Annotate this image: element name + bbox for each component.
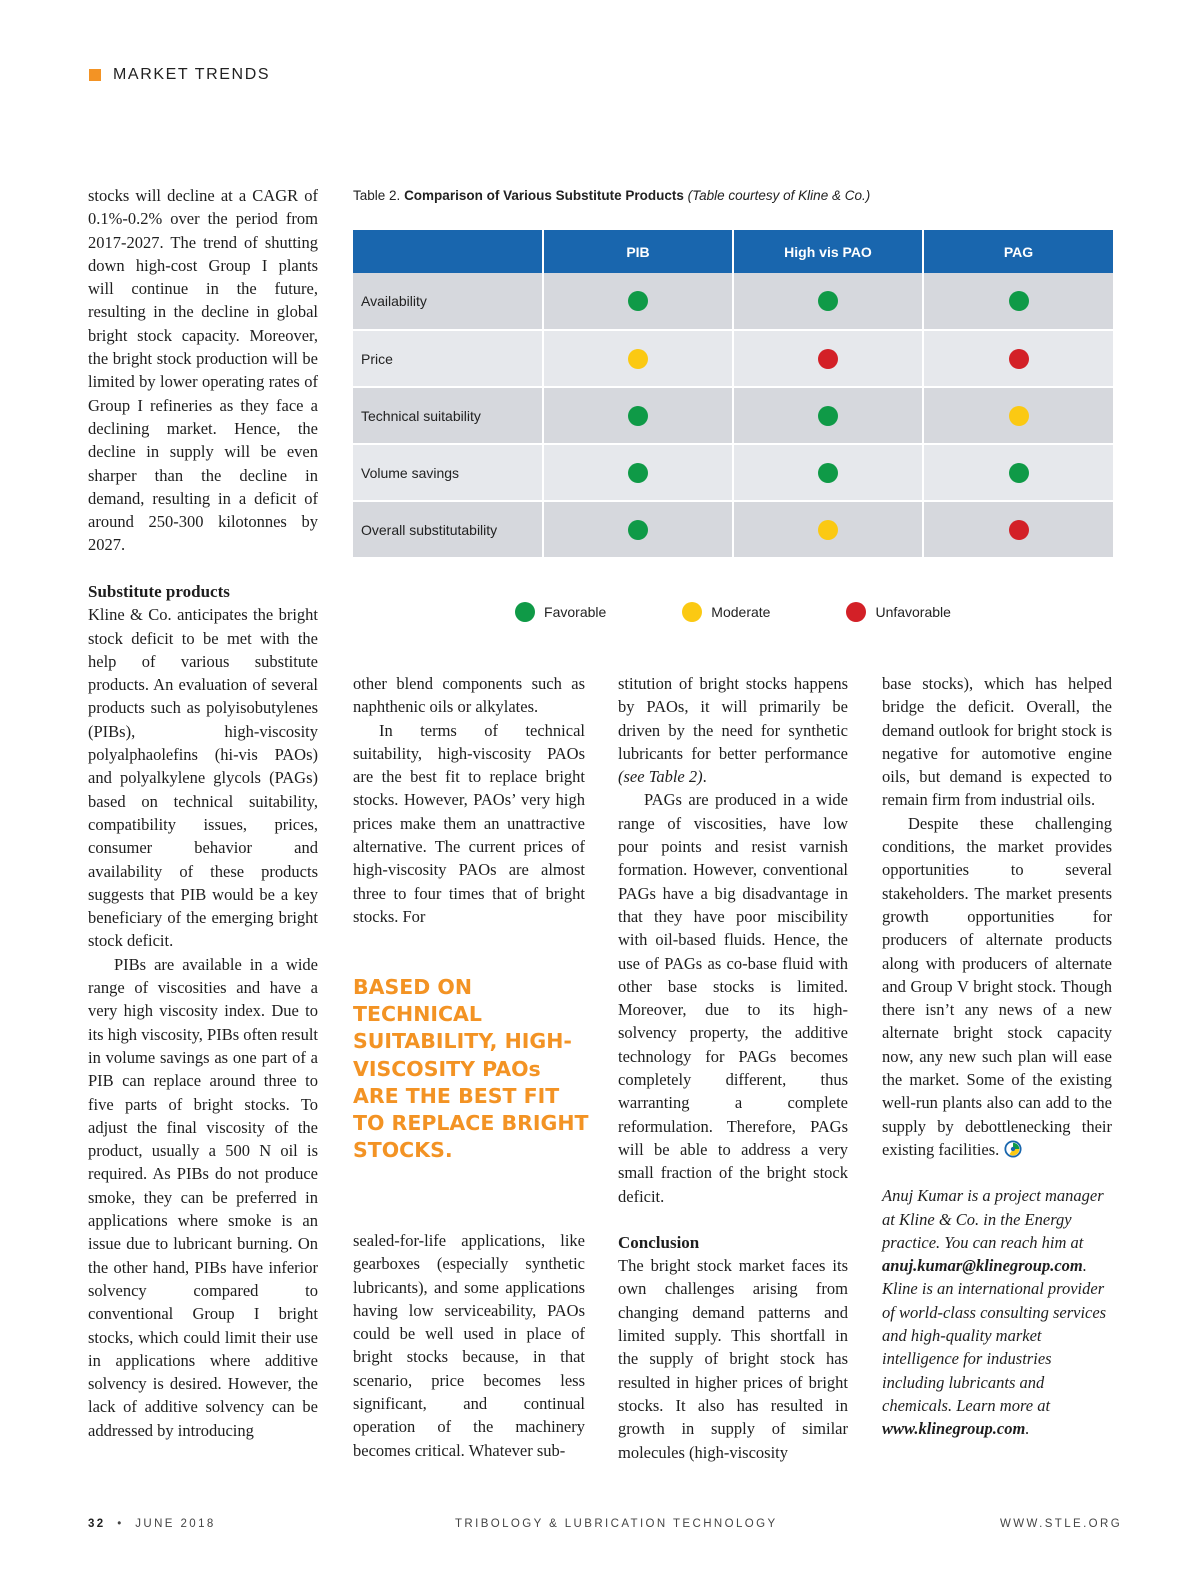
rating-cell-pag <box>923 330 1113 387</box>
pull-quote: BASED ON TECHNICAL SUITABILITY, HIGH-VISCOSITY PAOs ARE THE BEST FIT TO REPLACE BRIGHT STOCKS. <box>353 975 589 1163</box>
table-row <box>353 273 1113 330</box>
rating-cell-pib <box>543 501 733 558</box>
paragraph: Kline & Co. anticipates the bright stock deficit to be met with the help of various substitute products. An evaluation of several products such as polyisobutylenes (PIBs), high-viscosity polyalphaolefins (hi-vis PAOs) and polyalkylene glycols (PAGs) based on technical suitability, compatibility issues, prices, consumer behavior and availability of these products suggests that PIB would be a key beneficiary of the emerging bright stock deficit. <box>88 605 318 951</box>
moderate-dot-icon <box>1009 406 1029 426</box>
table-caption-title: Comparison of Various Substitute Products <box>404 188 684 203</box>
rating-cell-pib <box>543 273 733 330</box>
favorable-dot-icon <box>1009 463 1029 483</box>
favorable-dot-icon <box>1009 291 1029 311</box>
paragraph: The bright stock market faces its own challenges arising from changing demand patterns and limited supply. This shortfall in the supply of bright stock has resulted in higher prices of bright stocks. It also has resulted in growth in supply of similar molecules (high-viscosity <box>618 1256 848 1462</box>
section-heading-substitute-products: Substitute products <box>88 582 230 601</box>
unfavorable-dot-icon <box>818 349 838 369</box>
table-row <box>353 387 1113 444</box>
rating-cell-high-vis-pao <box>733 444 923 501</box>
paragraph: sealed-for-life applications, like gearboxes (especially synthetic lubricants), and some applications having low serviceability, PAOs could be well used in place of bright stocks because, in that scenario, price becomes less significant, and continual operation of the machinery becomes critical. Whatever sub- <box>353 1231 585 1460</box>
paragraph: base stocks), which has helped bridge the deficit. Overall, the demand outlook for bright stock is negative for automotive engine oils, but demand is expected to remain firm from industrial oils. <box>882 674 1112 810</box>
legend-item-moderate <box>682 602 770 622</box>
rating-cell-pag <box>923 387 1113 444</box>
article-column-1-continued <box>88 580 318 1442</box>
row-label: Overall substitutability <box>353 501 543 558</box>
article-column-1 <box>88 184 318 557</box>
table-row <box>353 444 1113 501</box>
paragraph: In terms of technical suitability, high-viscosity PAOs are the best fit to replace bright stocks. However, PAOs’ very high prices make them an unattractive alternative. The current prices of high-viscosity PAOs are almost three to four times that of bright stocks. For <box>353 720 585 926</box>
favorable-dot-icon <box>628 520 648 540</box>
paragraph: PIBs are available in a wide range of viscosities and have a very high viscosity index. Due to its high viscosity, PIBs often result in volume savings as one part of a PIB can replace around three to five parts of bright stocks. To adjust the final viscosity of the product, usually a 500 N oil is required. As PIBs do not produce smoke, they can be preferred in applications where smoke is an issue due to lubricant burning. On the other hand, PIBs have inferior solvency compared to conventional Group I bright stocks, which could limit their use in applications where additive solvency is desired. However, the lack of additive solvency can be addressed by introducing <box>88 954 318 1440</box>
paragraph: stocks will decline at a CAGR of 0.1%-0.2% over the period from 2017-2027. The trend of shutting down high-cost Group I plants will continue in the future, resulting in the decline in global bright stock capacity. Moreover, the bright stock production will be limited by lower operating rates of Group I refineries as they face a declining market. Hence, the decline in supply will be even sharper than the decline in demand, resulting in a deficit of around 250-300 kilotonnes by 2027. <box>88 186 318 555</box>
footer-separator: • <box>117 1518 124 1530</box>
paragraph <box>618 672 848 788</box>
unfavorable-dot-icon <box>1009 349 1029 369</box>
column-header-high-vis-pao: High vis PAO <box>733 230 923 273</box>
table-reference: (see Table 2) <box>618 767 703 787</box>
section-header <box>89 66 270 84</box>
table-header-blank <box>353 230 543 273</box>
moderate-dot-icon <box>682 602 702 622</box>
legend-label: Moderate <box>711 604 771 620</box>
rating-cell-high-vis-pao <box>733 387 923 444</box>
paragraph: other blend components such as naphthenic oils or alkylates. <box>353 674 585 717</box>
kline-website-link[interactable]: www.klinegroup.com <box>882 1419 1026 1439</box>
row-label: Price <box>353 330 543 387</box>
article-column-2-continued <box>353 1229 585 1462</box>
paragraph: PAGs are produced in a wide range of viscosities, have low pour points and resist varnish formation. However, conventional PAGs have a big disadvantage in that they have poor miscibility with oil-based fluids. Hence, the use of PAGs as co-base fluid with other base stocks is limited. Moreover, due to its high-solvency property, the additive technology for PAGs becomes completely different, thus warranting a complete reformulation. Therefore, PAGs will be able to address a very small fraction of the bright stock deficit. <box>618 790 848 1206</box>
publication-name: TRIBOLOGY & LUBRICATION TECHNOLOGY <box>455 1518 778 1530</box>
end-of-article-icon <box>1004 1140 1022 1158</box>
table-caption-note: (Table courtesy of Kline & Co.) <box>687 188 871 203</box>
row-label: Availability <box>353 273 543 330</box>
article-column-4 <box>882 672 1112 1441</box>
favorable-dot-icon <box>818 463 838 483</box>
table-legend <box>353 602 1113 622</box>
rating-cell-pag <box>923 273 1113 330</box>
favorable-dot-icon <box>818 406 838 426</box>
legend-label: Unfavorable <box>875 604 951 620</box>
favorable-dot-icon <box>628 291 648 311</box>
paragraph <box>882 812 1112 1161</box>
text-run: . Kline is an international provider of world-class consulting services and high-quality market intelligence for industries including lubricants and chemicals. Learn more at <box>882 1256 1107 1415</box>
table-row <box>353 501 1113 558</box>
table-caption <box>353 188 870 203</box>
text-run: . <box>1025 1419 1030 1439</box>
text-run: stitution of bright stocks happens by PAOs, it will primarily be driven by the need for synthetic lubricants for better performance <box>618 674 848 763</box>
author-bio <box>882 1184 1112 1440</box>
section-marker-icon <box>89 69 101 81</box>
column-header-pag: PAG <box>923 230 1113 273</box>
unfavorable-dot-icon <box>1009 520 1029 540</box>
text-run: Anuj Kumar is a project manager at Kline & Co. in the Energy practice. You can reach him at <box>882 1186 1104 1252</box>
section-title: MARKET TRENDS <box>113 66 271 83</box>
footer-page-info <box>88 1518 216 1530</box>
favorable-dot-icon <box>515 602 535 622</box>
author-email-link[interactable]: anuj.kumar@klinegroup.com <box>882 1256 1083 1276</box>
text-run: Despite these challenging conditions, the market provides opportunities to several stakeholders. The market presents growth opportunities for producers of alternate products along with producers of alternate and Group V bright stock. Though there isn’t any news of a new alternate bright stock capacity now, any new such plan will ease the market. Some of the existing well-run plants also can add to the supply by debottlenecking their existing facilities. <box>882 813 1112 1159</box>
text-run: . <box>702 767 707 787</box>
page-number: 32 <box>88 1518 106 1530</box>
moderate-dot-icon <box>818 520 838 540</box>
website-link[interactable]: WWW.STLE.ORG <box>1000 1518 1123 1530</box>
table-header-row <box>353 230 1113 273</box>
rating-cell-pib <box>543 330 733 387</box>
legend-item-unfavorable <box>846 602 951 622</box>
row-label: Technical suitability <box>353 387 543 444</box>
article-column-3 <box>618 672 848 1464</box>
table-caption-prefix: Table 2. <box>353 188 401 203</box>
rating-cell-pib <box>543 444 733 501</box>
favorable-dot-icon <box>628 463 648 483</box>
article-column-2 <box>353 672 585 928</box>
column-header-pib: PIB <box>543 230 733 273</box>
rating-cell-high-vis-pao <box>733 330 923 387</box>
section-heading-conclusion: Conclusion <box>618 1232 700 1252</box>
legend-label: Favorable <box>544 604 607 620</box>
favorable-dot-icon <box>628 406 648 426</box>
unfavorable-dot-icon <box>846 602 866 622</box>
comparison-table <box>353 230 1113 559</box>
row-label: Volume savings <box>353 444 543 501</box>
rating-cell-high-vis-pao <box>733 501 923 558</box>
rating-cell-pag <box>923 501 1113 558</box>
table-row <box>353 330 1113 387</box>
rating-cell-pib <box>543 387 733 444</box>
rating-cell-pag <box>923 444 1113 501</box>
legend-item-favorable <box>515 602 606 622</box>
rating-cell-high-vis-pao <box>733 273 923 330</box>
moderate-dot-icon <box>628 349 648 369</box>
issue-date: JUNE 2018 <box>135 1518 216 1530</box>
favorable-dot-icon <box>818 291 838 311</box>
